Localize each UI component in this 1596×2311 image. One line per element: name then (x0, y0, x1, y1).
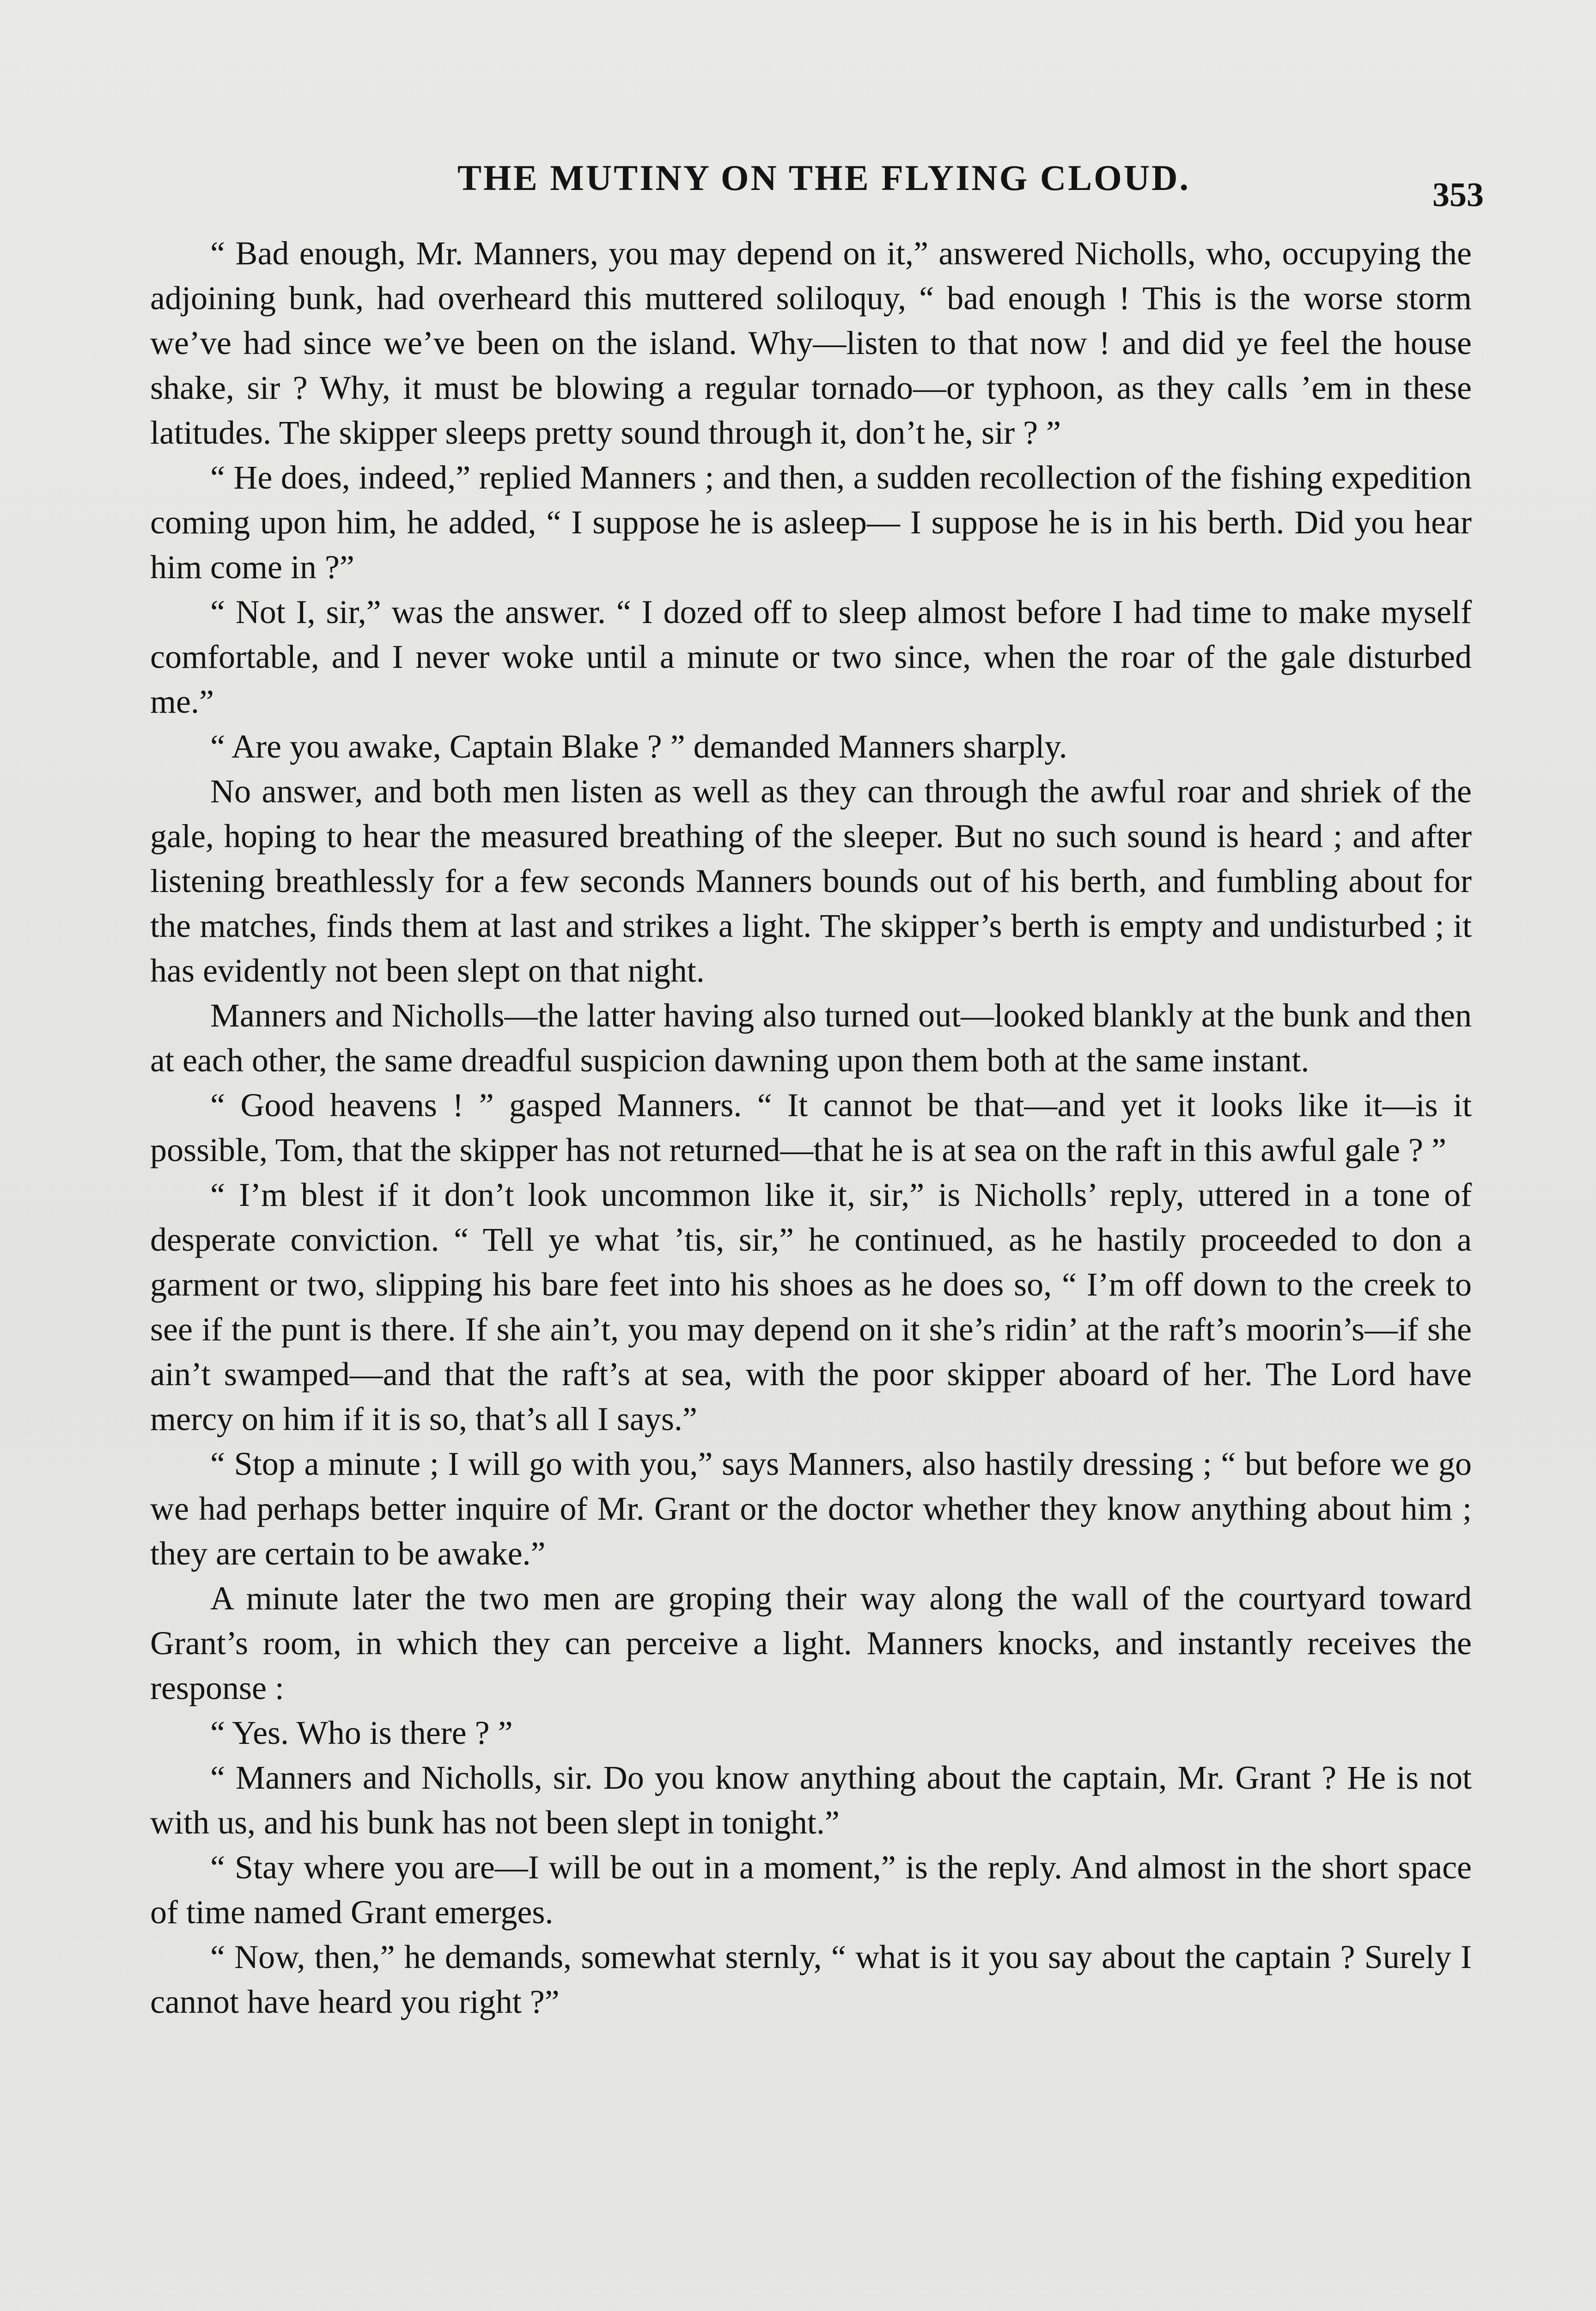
paragraph: “ Bad enough, Mr. Manners, you may depend on it,” answered Nicholls, who, occupying the adjoining bunk, had overheard this muttered soliloquy, “ bad enough ! This is the worse storm we’ve had since we’ve been on the island. Why—listen to that now ! and did ye feel the house shake, sir ? Why, it must be blowing a regular tornado—or typhoon, as they calls ’em in these latitudes. The skipper sleeps pretty sound through it, don’t he, sir ? ” (150, 235, 1472, 451)
paragraph: A minute later the two men are groping their way along the wall of the courtyard toward Grant’s room, in which they can perceive a light. Manners knocks, and instantly receives the response : (150, 1580, 1472, 1706)
page-number: 353 (1432, 176, 1484, 214)
paragraph: “ Are you awake, Captain Blake ? ” demanded Manners sharply. (210, 728, 1067, 765)
paragraph: “ Stay where you are—I will be out in a moment,” is the reply. And almost in the short space of time named Grant emerges. (150, 1849, 1472, 1931)
body-text (150, 231, 1472, 2024)
paragraph: No answer, and both men listen as well as they can through the awful roar and shriek of the gale, hoping to hear the measured breathing of the sleeper. But no such sound is heard ; and after listening breathlessly for a few seconds Manners bounds out of his berth, and fumbling about for the matches, finds them at last and strikes a light. The skipper’s berth is empty and undisturbed ; it has evidently not been slept on that night. (150, 773, 1472, 989)
paragraph: “ Not I, sir,” was the answer. “ I dozed off to sleep almost before I had time to make myself comfortable, and I never woke until a minute or two since, when the roar of the gale disturbed me.” (150, 593, 1472, 720)
paragraph: Manners and Nicholls—the latter having also turned out—looked blankly at the bunk and then at each other, the same dreadful suspicion dawning upon them both at the same instant. (150, 997, 1472, 1079)
running-title: THE MUTINY ON THE FLYING CLOUD. (457, 158, 1191, 198)
page-header (0, 157, 1596, 213)
paragraph: “ Stop a minute ; I will go with you,” says Manners, also hastily dressing ; “ but before we go we had perhaps better inquire of Mr. Grant or the doctor whether they know anything about him ; they are certain to be awake.” (150, 1445, 1472, 1572)
paragraph: “ Good heavens ! ” gasped Manners. “ It cannot be that—and yet it looks like it—is it possible, Tom, that the skipper has not returned—that he is at sea on the raft in this awful gale ? ” (150, 1087, 1472, 1168)
paragraph: “ Now, then,” he demands, somewhat sternly, “ what is it you say about the captain ? Surely I cannot have heard you right ?” (150, 1938, 1472, 2020)
paragraph: “ Manners and Nicholls, sir. Do you know anything about the captain, Mr. Grant ? He is not with us, and his bunk has not been slept in tonight.” (150, 1759, 1472, 1841)
paragraph: “ Yes. Who is there ? ” (210, 1714, 513, 1751)
paragraph: “ He does, indeed,” replied Manners ; and then, a sudden recollection of the fishing expedition coming upon him, he added, “ I suppose he is asleep— I suppose he is in his berth. Did you hear him come in ?” (150, 459, 1472, 586)
paragraph: “ I’m blest if it don’t look uncommon like it, sir,” is Nicholls’ reply, uttered in a tone of desperate conviction. “ Tell ye what ’tis, sir,” he continued, as he hastily proceeded to don a garment or two, slipping his bare feet into his shoes as he does so, “ I’m off down to the creek to see if the punt is there. If she ain’t, you may depend on it she’s ridin’ at the raft’s moorin’s—if she ain’t swamped—and that the raft’s at sea, with the poor skipper aboard of her. The Lord have mercy on him if it is so, that’s all I says.” (150, 1176, 1472, 1437)
